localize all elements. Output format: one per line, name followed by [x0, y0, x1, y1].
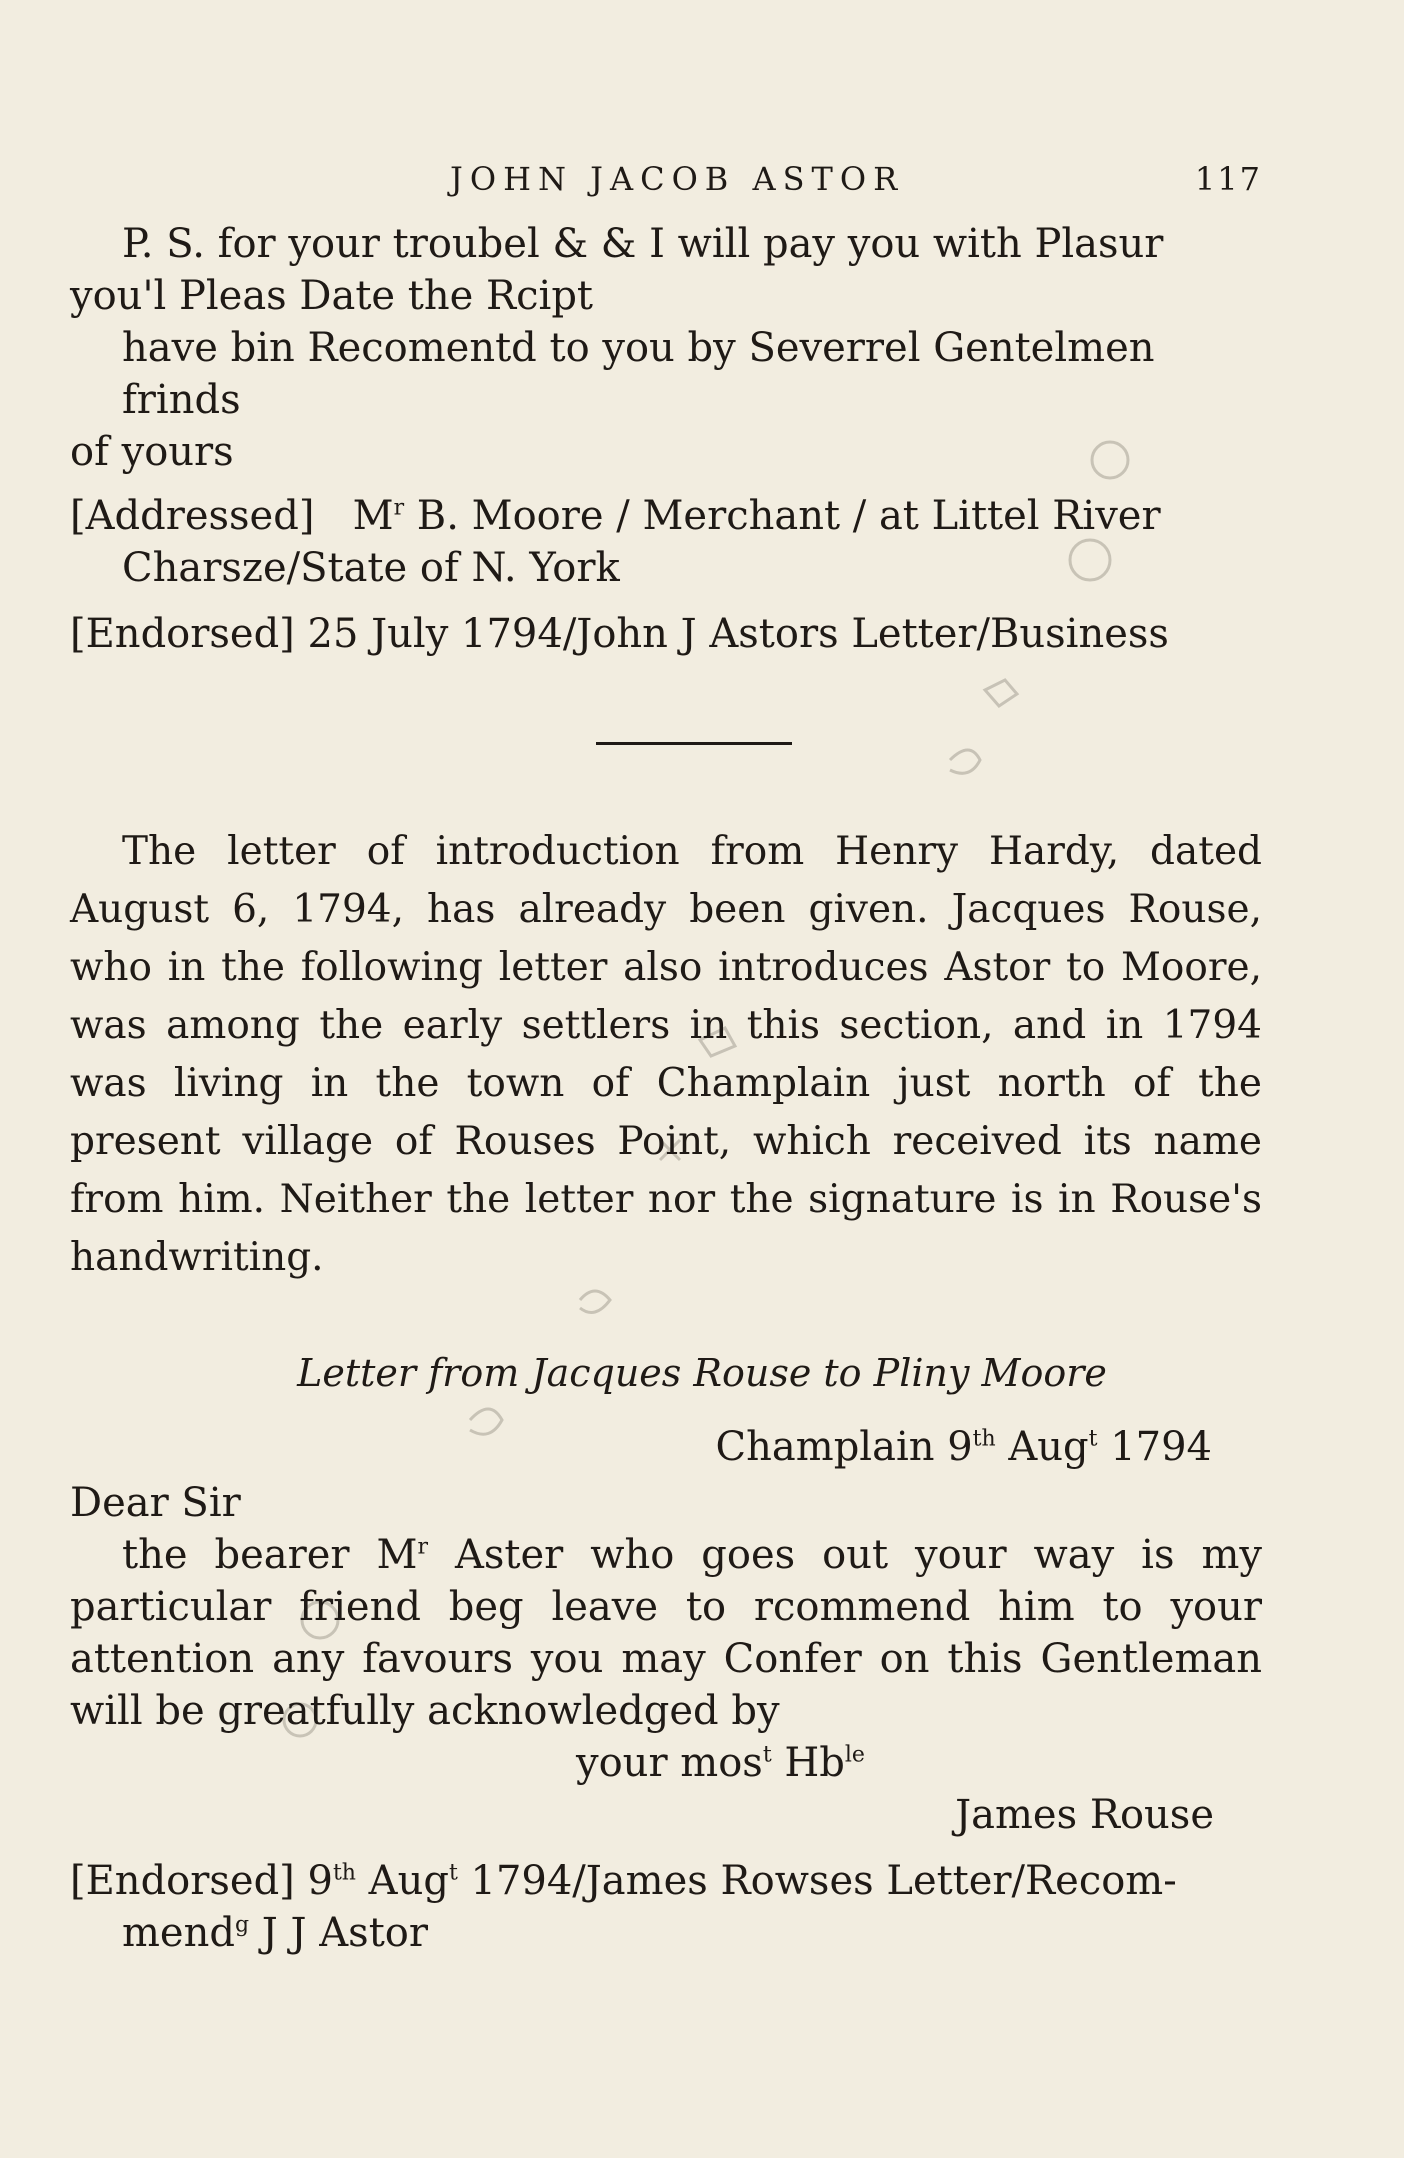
dateline-place: Champlain 9 [715, 1424, 973, 1470]
intro-paragraph: The letter of introduction from Henry Hardy, dated August 6, 1794, has already been given. Jacques Rouse, who in the following letter also introduces Astor to Moore, was among the early settlers in this section, and in 1794 was living in the town of Champlain just north of the present village of Rouses Point, which received its name from him. Neither the letter nor the signature is in Rouse's handwriting. [70, 829, 1262, 1280]
salutation: Dear Sir [70, 1480, 241, 1526]
endorsed-line-1: [Endorsed] 25 July 1794/John J Astors Letter/Business [70, 611, 1169, 657]
dateline-month-sup: t [1088, 1426, 1098, 1452]
dateline [70, 1421, 1262, 1473]
endorsed-2-sup-3: g [234, 1912, 250, 1938]
section-divider [596, 742, 792, 745]
addressed-prefix: [Addressed] [70, 493, 315, 539]
letter-body-part-2: Aster who goes out your way is my particular friend beg leave to rcommend him to your attention any favours you may Confer on this Gentleman will be greatfully acknowledged by [70, 1532, 1263, 1734]
dateline-year: 1794 [1097, 1424, 1212, 1470]
signature: James Rouse [955, 1792, 1214, 1838]
addressed-rest: B. Moore / Merchant / at Littel River [404, 493, 1161, 539]
closing-sup-1: t [762, 1742, 772, 1768]
running-head [450, 160, 1262, 198]
book-page [70, 160, 1262, 1959]
endorsed-2-sup-2: t [448, 1860, 458, 1886]
postscript-line-4: of yours [70, 429, 234, 475]
closing-sup-2: le [844, 1742, 865, 1768]
page-number: 117 [1194, 160, 1262, 198]
dateline-day-sup: th [972, 1426, 996, 1452]
letter-body-part-1: the bearer M [122, 1532, 418, 1578]
endorsed-2-line-2 [70, 1907, 1262, 1959]
endorsed-2-line2-rest: J J Astor [249, 1910, 428, 1956]
addressed-m-sup: r [393, 495, 405, 521]
addressed-line-1 [70, 490, 1262, 542]
closing [70, 1737, 1262, 1789]
postscript-line-3: have bin Recomentd to you by Severrel Gentelmen frinds [122, 325, 1155, 423]
letter-heading: Letter from Jacques Rouse to Pliny Moore [297, 1351, 1107, 1395]
postscript-line-1: P. S. for your troubel & & I will pay you with Plasur [122, 221, 1164, 267]
addressed-m: M [352, 493, 394, 539]
postscript-line-2: you'l Pleas Date the Rcipt [70, 273, 594, 319]
endorsed-block-2 [70, 1855, 1262, 1959]
closing-text: your mos [576, 1740, 763, 1786]
addressed-line-2: Charsze/State of N. York [122, 545, 620, 591]
endorsed-2-sup-1: th [332, 1860, 356, 1886]
endorsed-2-aug: Aug [355, 1858, 449, 1904]
dateline-month: Aug [995, 1424, 1089, 1470]
endorsed-2-prefix: [Endorsed] 9 [70, 1858, 333, 1904]
letter-body-m-sup: r [417, 1534, 428, 1560]
addressed-block [70, 490, 1262, 594]
endorsed-2-rest: 1794/James Rowses Letter/Recom- [457, 1858, 1177, 1904]
running-head-title: JOHN JACOB ASTOR [450, 160, 905, 198]
letter-body [70, 1529, 1262, 1737]
endorsed-2-line-1 [70, 1855, 1262, 1907]
postscript-block [70, 218, 1262, 478]
endorsed-2-line2-start: mend [122, 1910, 235, 1956]
closing-text-2: Hb [771, 1740, 845, 1786]
